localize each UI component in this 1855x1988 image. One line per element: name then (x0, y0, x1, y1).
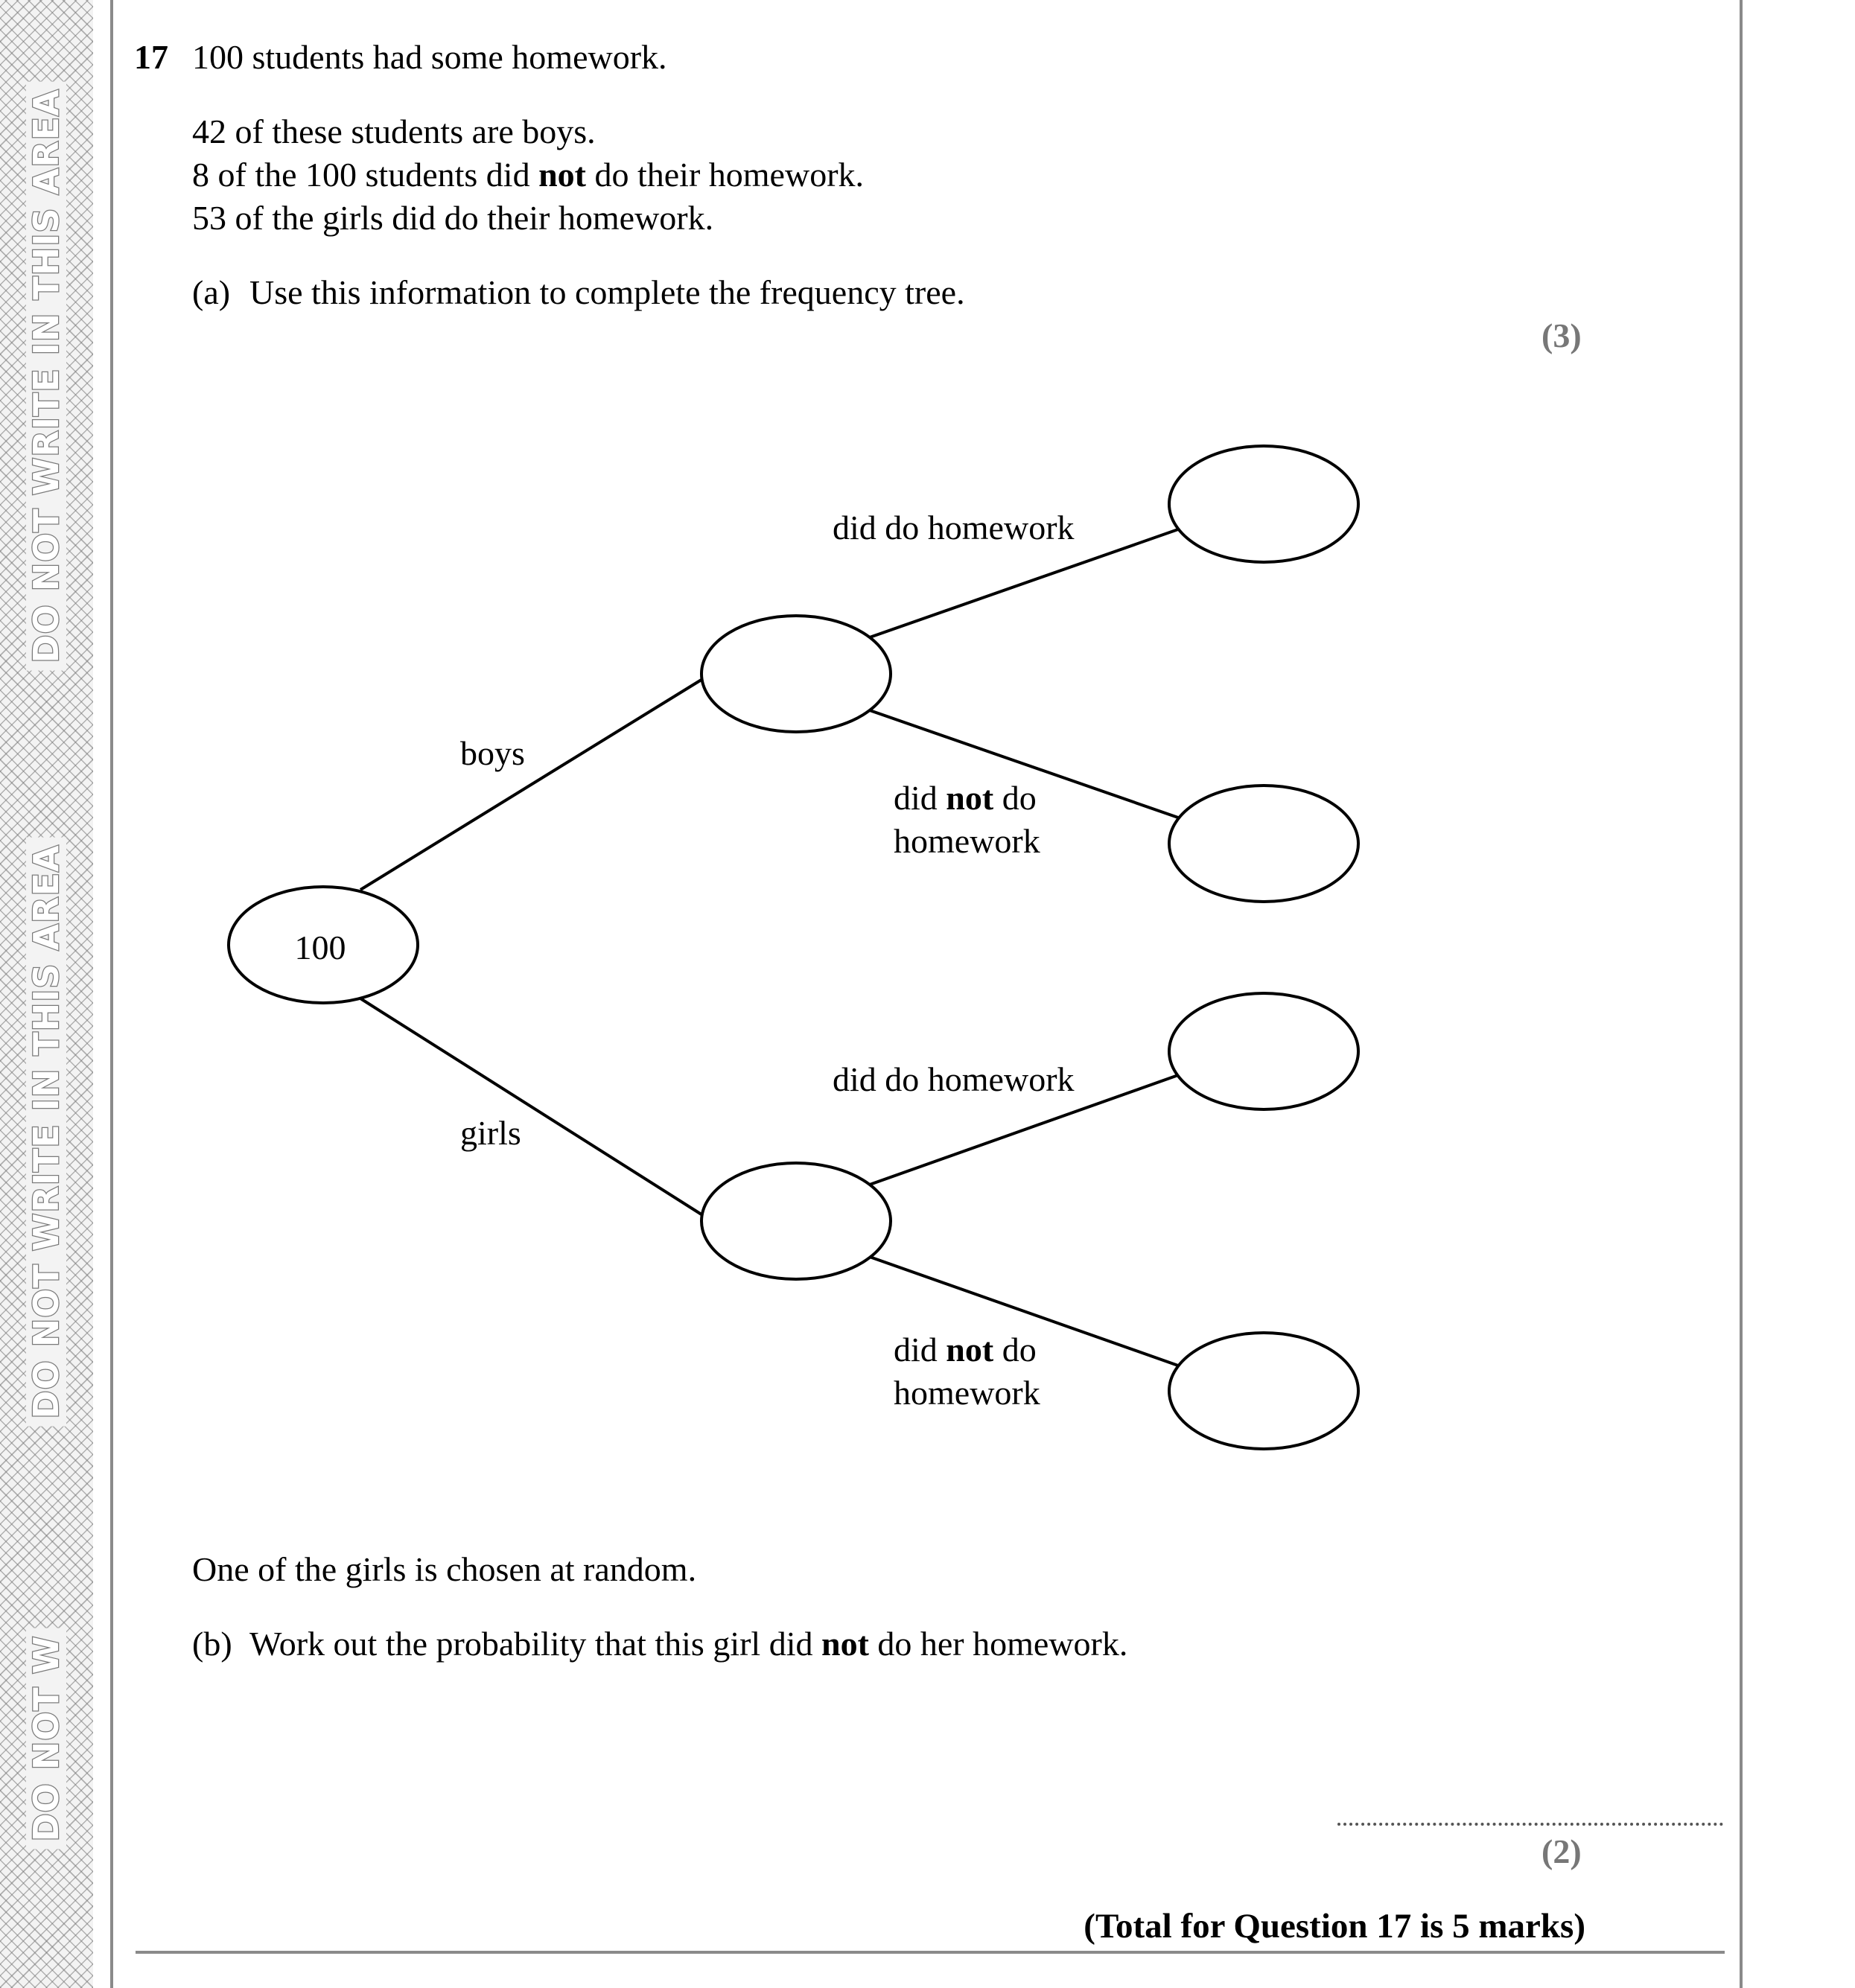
label-girls: girls (460, 1114, 521, 1152)
question-number: 17 (134, 38, 168, 76)
label-girls-did: did do homework (833, 1060, 1075, 1098)
girls-not-node[interactable] (1169, 1333, 1358, 1449)
label-boys-did: did do homework (833, 509, 1075, 547)
question-total: (Total for Question 17 is 5 marks) (1084, 1907, 1585, 1946)
part-b-text: Work out the probability that this girl did not do her homework. (249, 1625, 1128, 1663)
fact-girls-done: 53 of the girls did do their homework. (192, 199, 714, 237)
root-node-value: 100 (294, 928, 346, 966)
branch-line-boys (360, 678, 704, 890)
question-intro: 100 students had some homework. (192, 38, 667, 76)
fact-not-done: 8 of the 100 students did not do their homework. (192, 156, 865, 194)
girls-node[interactable] (701, 1163, 891, 1279)
boys-node[interactable] (701, 616, 891, 732)
part-b-label: (b) (192, 1625, 232, 1663)
part-a-label: (a) (192, 273, 231, 311)
label-boys-not-line2: homework (894, 822, 1040, 860)
part-b-marks: (2) (1541, 1832, 1582, 1870)
answer-line[interactable] (1337, 1823, 1723, 1826)
boys-not-node[interactable] (1169, 786, 1358, 902)
boys-did-node[interactable] (1169, 446, 1358, 562)
part-a-text: Use this information to complete the frequency tree. (249, 273, 965, 311)
branch-line-girls (360, 998, 704, 1216)
fact-boys: 42 of these students are boys. (192, 112, 596, 150)
margin-notice-middle: DO NOT WRITE IN THIS AREA (26, 837, 66, 1426)
chosen-text: One of the girls is chosen at random. (192, 1550, 697, 1588)
part-a-marks: (3) (1541, 316, 1582, 354)
label-girls-not-line2: homework (894, 1374, 1040, 1412)
label-boys-not: did not do (894, 779, 1037, 817)
bottom-rule (136, 1951, 1725, 1954)
label-boys: boys (460, 734, 525, 772)
label-girls-not: did not do (894, 1331, 1037, 1369)
margin-notice-bottom: DO NOT W (26, 1628, 66, 1849)
girls-did-node[interactable] (1169, 993, 1358, 1109)
margin-notice-top: DO NOT WRITE IN THIS AREA (26, 81, 66, 670)
